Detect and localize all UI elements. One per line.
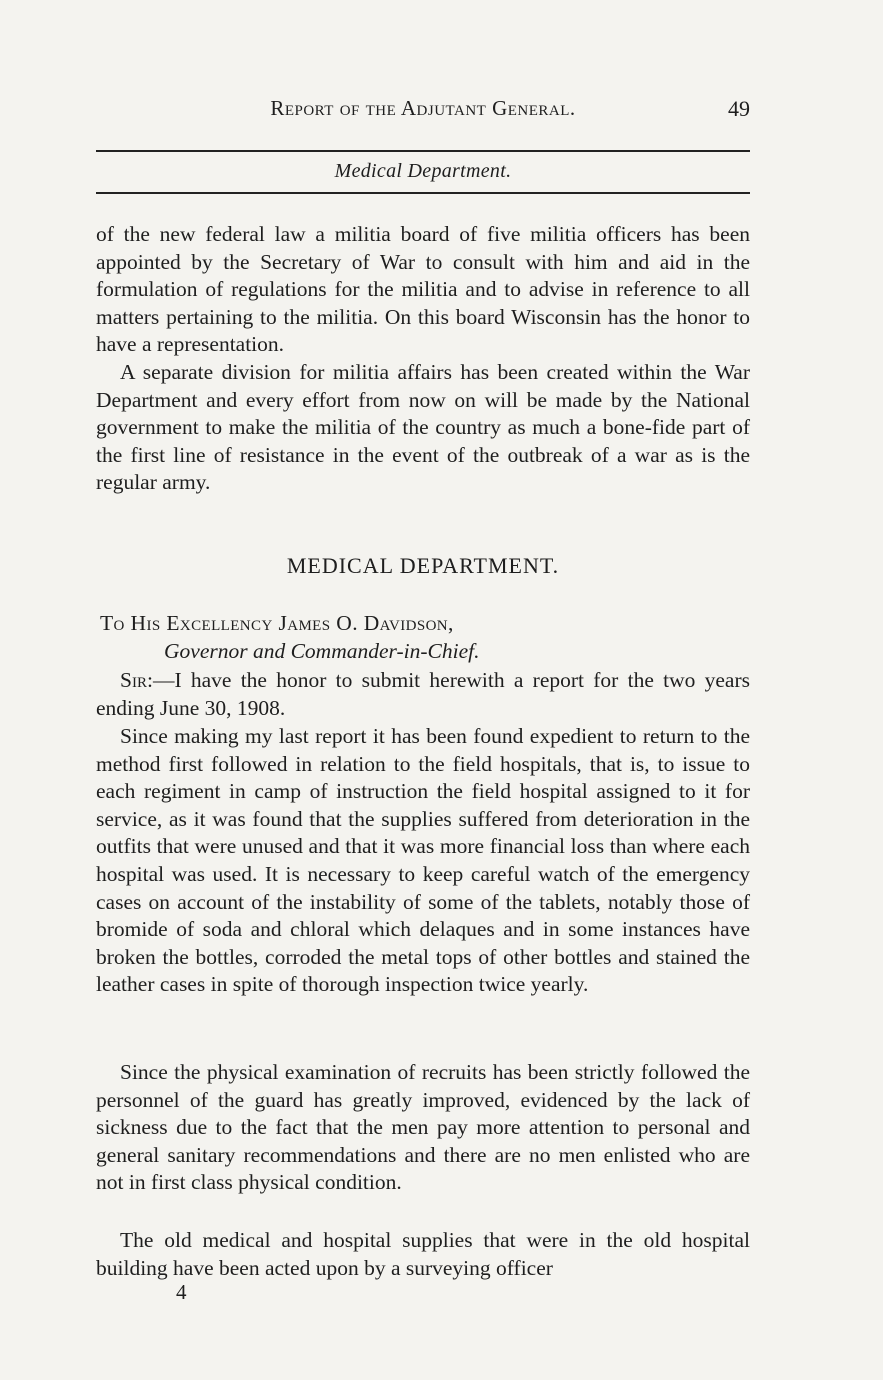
address-title: Governor and Commander-in-Chief. bbox=[164, 639, 480, 663]
page-number: 49 bbox=[728, 96, 750, 121]
section-heading: MEDICAL DEPARTMENT. bbox=[286, 553, 560, 578]
address-line: To His Excellency James O. Davidson, bbox=[100, 611, 454, 635]
paragraph-field-hospitals: Since making my last report it has been found expedient to return to the method first followed in relation to the field hospitals, that is, to issue to each regiment in camp of instruction the field hospital assigned to it for service, as it was found that the supplies suffered from deterioration in the outfits that were unused and that it was more financial loss than where each hospital was used. It is necessary to keep careful watch of the emergency cases on account of the instability of some of the tablets, notably those of bromide of soda and chloral which delaques and in some instances have broken the bottles, corroded the metal tops of other bottles and stained the leather cases in spite of thorough inspection twice yearly. bbox=[96, 724, 750, 997]
paragraph-physical-examination: Since the physical examination of recruits has been strictly followed the personnel of the guard has greatly improved, evidenced by the lack of sickness due to the fact that the men pay more attention to personal and general sanitary recommendations and there are no men enlisted who are not in first class physical condition. bbox=[96, 1060, 750, 1195]
paragraph-militia-division: A separate division for militia affairs has been created within the War Department and every effort from now on will be made by the National government to make the militia of the country as much a bone-fide part of the first line of resistance in the event of the outbreak of a war as is the regular army. bbox=[96, 360, 750, 495]
salutation: Sir: bbox=[120, 668, 153, 692]
bottom-rule bbox=[96, 192, 750, 194]
section-head: Medical Department. bbox=[334, 160, 512, 182]
salutation-text: —I have the honor to submit herewith a report for the two years ending June 30, 1908. bbox=[96, 668, 750, 720]
paragraph-continuation: of the new federal law a militia board of five militia officers has been appointed by the Secretary of War to consult with him and aid in the formulation of regulations for the militia and to advise in reference to all matters pertaining to the militia. On this board Wisconsin has the honor to have a representation. bbox=[96, 222, 750, 357]
top-rule bbox=[96, 150, 750, 152]
running-title: Report of the Adjutant General. bbox=[270, 96, 576, 120]
paragraph-old-supplies: The old medical and hospital supplies that were in the old hospital building have been acted upon by a surveying officer bbox=[96, 1228, 750, 1280]
signature-mark: 4 bbox=[176, 1280, 187, 1304]
running-head bbox=[96, 96, 750, 124]
paragraph-salutation bbox=[96, 667, 750, 722]
